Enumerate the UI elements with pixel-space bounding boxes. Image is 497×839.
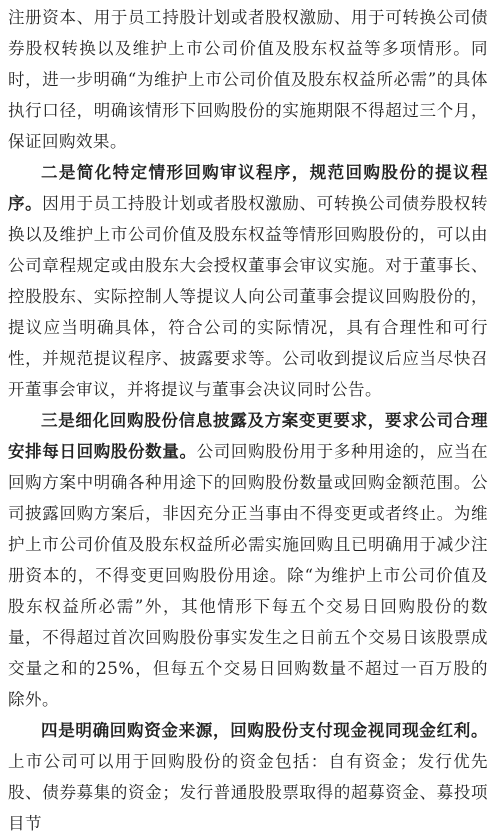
paragraph-4 xyxy=(8,715,488,839)
paragraph-4-lead: 四是明确回购资金来源，回购股份支付现金视同现金红利。 xyxy=(41,721,488,740)
paragraph-3-lead: 三是细化回购股份信息披露及方案变更要求，要求公司合理安排每日回购股份数量。 xyxy=(8,411,488,461)
paragraph-2 xyxy=(8,157,488,405)
paragraph-3-body: 公司回购股份用于多种用途的，应当在回购方案中明确各种用途下的回购股份数量或回购金额范围。公司披露回购方案后，非因充分正当事由不得变更或者终止。为维护上市公司价值及股东权益所必需实施回购且已明确用于减少注册资本的，不得变更回购股份用途。除“为维护上市公司价值及股东权益所必需”外，其他情形下每五个交易日回购股份的数量，不得超过首次回购股份事实发生之日前五个交易日该股票成交量之和的25%，但每五个交易日回购数量不超过一百万股的除外。 xyxy=(8,442,489,709)
paragraph-2-body: 因用于员工持股计划或者股权激励、可转换公司债券股权转换以及维护上市公司价值及股东权益等情形回购股份的，可以由公司章程规定或由股东大会授权董事会审议实施。对于董事长、控股股东、实际控制人等提议人向公司董事会提议回购股份的，提议应当明确具体，符合公司的实际情况，具有合理性和可行性，并规范提议程序、披露要求等。公司收到提议后应当尽快召开董事会审议，并将提议与董事会决议同时公告。 xyxy=(8,194,489,399)
paragraph-1-body: 注册资本、用于员工持股计划或者股权激励、用于可转换公司债券股权转换以及维护上市公司价值及股东权益等多项情形。同时，进一步明确“为维护上市公司价值及股东权益所必需”的具体执行口径，明确该情形下回购股份的实施期限不得超过三个月，保证回购效果。 xyxy=(8,8,488,151)
paragraph-4-body: 上市公司可以用于回购股份的资金包括：自有资金；发行优先股、债券募集的资金；发行普通股股票取得的超募资金、募投项目节 xyxy=(8,752,488,833)
paragraph-2-lead: 二是简化特定情形回购审议程序，规范回购股份的提议程序。 xyxy=(8,163,488,213)
paragraph-3 xyxy=(8,405,488,715)
paragraph-1 xyxy=(8,2,488,157)
